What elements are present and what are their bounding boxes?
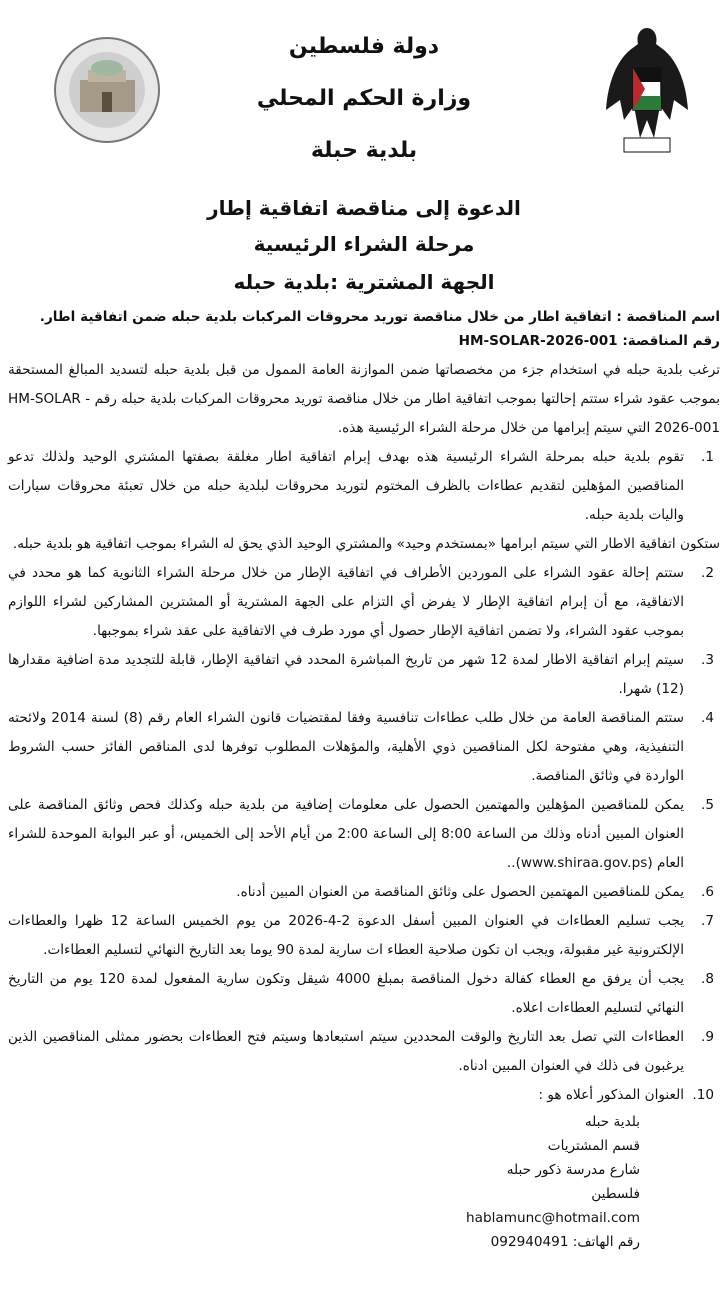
tender-number: رقم المناقصة: HM-SOLAR-2026-001 xyxy=(458,333,720,349)
list-item xyxy=(8,1023,720,1081)
list-item-number: 4. xyxy=(701,710,714,726)
notice-title: الدعوة إلى مناقصة اتفاقية إطار xyxy=(207,196,521,220)
list-item-number: 8. xyxy=(701,971,714,987)
list-item xyxy=(8,443,720,530)
list-item-text: يمكن للمناقصين المهتمين الحصول على وثائق المناقصة من العنوان المبين أدناه. xyxy=(236,884,684,900)
list-item-text: يجب أن يرفق مع العطاء كفالة دخول المناقصة بمبلغ 4000 شيقل وتكون سارية المفعول لمدة 120 يوم من التاريخ النهائي لتسليم العطاءات اعلاه. xyxy=(8,971,684,1016)
address-block xyxy=(8,1110,640,1254)
list-item xyxy=(8,965,720,1023)
list-item xyxy=(8,907,720,965)
list-item-number: 10. xyxy=(692,1087,714,1103)
list-item-number: 3. xyxy=(701,652,714,668)
notice-body xyxy=(8,306,720,1254)
header-municipality: بلدية حبلة xyxy=(310,138,418,163)
list-item-text: ستتم إحالة عقود الشراء على الموردين الأطراف في اتفاقية الإطار من خلال مرحلة الشراء الثانوية كما هو محدد في الاتفاقية، مع أن إبرام اتفاقية الإطار لا يفرض أي التزام على الجهة المشترية أو المشترين المشاركين لشراء اللوازم بموجب عقود الشراء، ولا تضمن اتفاقية الإطار حصول أي مورد طرف في الاتفاقية على عقد شراء بموجبها. xyxy=(8,565,684,639)
address-line: شارع مدرسة ذكور حبله xyxy=(506,1162,640,1178)
list-item-text: العطاءات التي تصل بعد التاريخ والوقت المحددين سيتم استبعادها وسيتم فتح العطاءات بحضور ممثلى المناقصين الذين يرغبون فى ذلك في العنوان المبين ادناه. xyxy=(8,1029,684,1074)
list-item-text: يجب تسليم العطاءات في العنوان المبين أسفل الدعوة 2-4-2026 من يوم الخميس الساعة 12 ظهرا والعطاءات الإلكترونية غير مقبولة، ويجب ان تكون صلاحية العطاء ات سارية لمدة 90 يوما بعد التاريخ النهائي لتسليم العطاءات. xyxy=(8,913,685,958)
address-line: قسم المشتريات xyxy=(547,1138,640,1154)
header-ministry: وزارة الحكم المحلي xyxy=(256,86,472,111)
list-item-number: 9. xyxy=(701,1029,714,1045)
list-item-text: ستتم المناقصة العامة من خلال طلب عطاءات تنافسية وفقا لمقتضيات قانون الشراء العام رقم (8) لسنة 2014 ولائحته التنفيذية، وهي مفتوحة لكل المناقصين ذوي الأهلية، والمؤهلات المطلوب توفرها لدى المناقص الفائز حسب الشروط الواردة في وثائق المناقصة. xyxy=(8,710,684,784)
list-item xyxy=(8,646,720,704)
list-item-text: تقوم بلدية حبله بمرحلة الشراء الرئيسية هذه بهدف إبرام اتفاقية اطار مغلقة بصفتها المشتري الوحيد ولذلك تدعو المناقصين المؤهلين لتقديم عطاءات بالظرف المختوم لتوريد محروقات لبلدية حبله من خلال تعبئة محروقات سيارات واليات بلدية حبله. xyxy=(8,449,684,523)
list-item xyxy=(8,559,720,646)
list-item-number: 5. xyxy=(701,797,714,813)
address-line: بلدية حبله xyxy=(584,1114,640,1130)
address-line: hablamunc@hotmail.com xyxy=(466,1210,640,1226)
tender-name: اسم المناقصة : اتفاقية اطار من خلال مناقصة توريد محروقات المركبات بلدية حبله ضمن اتفاقية اطار. xyxy=(39,309,720,325)
list-item xyxy=(8,530,720,559)
address-line: رقم الهاتف: 092940491 xyxy=(490,1234,640,1250)
list-item-text: يمكن للمناقصين المؤهلين والمهتمين الحصول على معلومات إضافية من بلدية حبله وكذلك فحص وثائق المناقصة على العنوان المبين أدناه وذلك من الساعة 8:00 إلى الساعة 2:00 من أيام الأحد إلى الخميس، أو عبر البوابة الموحدة للشراء العام (www.shiraa.gov.ps).. xyxy=(8,797,684,871)
list-item-number: 2. xyxy=(701,565,714,581)
address-line: فلسطين xyxy=(591,1186,640,1202)
list-item-number: 7. xyxy=(701,913,714,929)
notice-header xyxy=(0,0,728,300)
list-item-number: 1. xyxy=(701,449,714,465)
list-item-text: ستكون اتفاقية الاطار التي سيتم ابرامها «بمستخدم وحيد» والمشتري الوحيد الذي يحق له الشراء بموجب اتفاقية هو بلدية حبله. xyxy=(12,536,720,552)
intro-paragraph: ترغب بلدية حبله في استخدام جزء من مخصصاتها ضمن الموازنة العامة الممول من قبل بلدية حبله لتسديد المبالغ المستحقة بموجب عقود شراء ستتم إحالتها بموجب اتفاقية اطار من خلال مناقصة توريد محروقات المركبات بلدية حبله رقم HM-SOLAR - 2026-001 التي سيتم إبرامها من خلال مرحلة الشراء الرئيسية هذه. xyxy=(8,362,720,436)
header-state: دولة فلسطين xyxy=(288,34,440,59)
list-item xyxy=(8,1081,720,1110)
list-item xyxy=(8,878,720,907)
list-item xyxy=(8,791,720,878)
notice-subtitle: مرحلة الشراء الرئيسية xyxy=(253,232,475,256)
procuring-entity: الجهة المشترية :بلدية حبله xyxy=(233,270,495,294)
list-item-text: سيتم إبرام اتفاقية الاطار لمدة 12 شهر من تاريخ المباشرة المحدد في اتفاقية الإطار، قابلة للتجديد مدة اضافية مقدارها (12) شهرا. xyxy=(8,652,685,697)
list-item-text: العنوان المذكور أعلاه هو : xyxy=(538,1087,684,1103)
numbered-list xyxy=(8,443,720,1110)
list-item-number: 6. xyxy=(701,884,714,900)
list-item xyxy=(8,704,720,791)
